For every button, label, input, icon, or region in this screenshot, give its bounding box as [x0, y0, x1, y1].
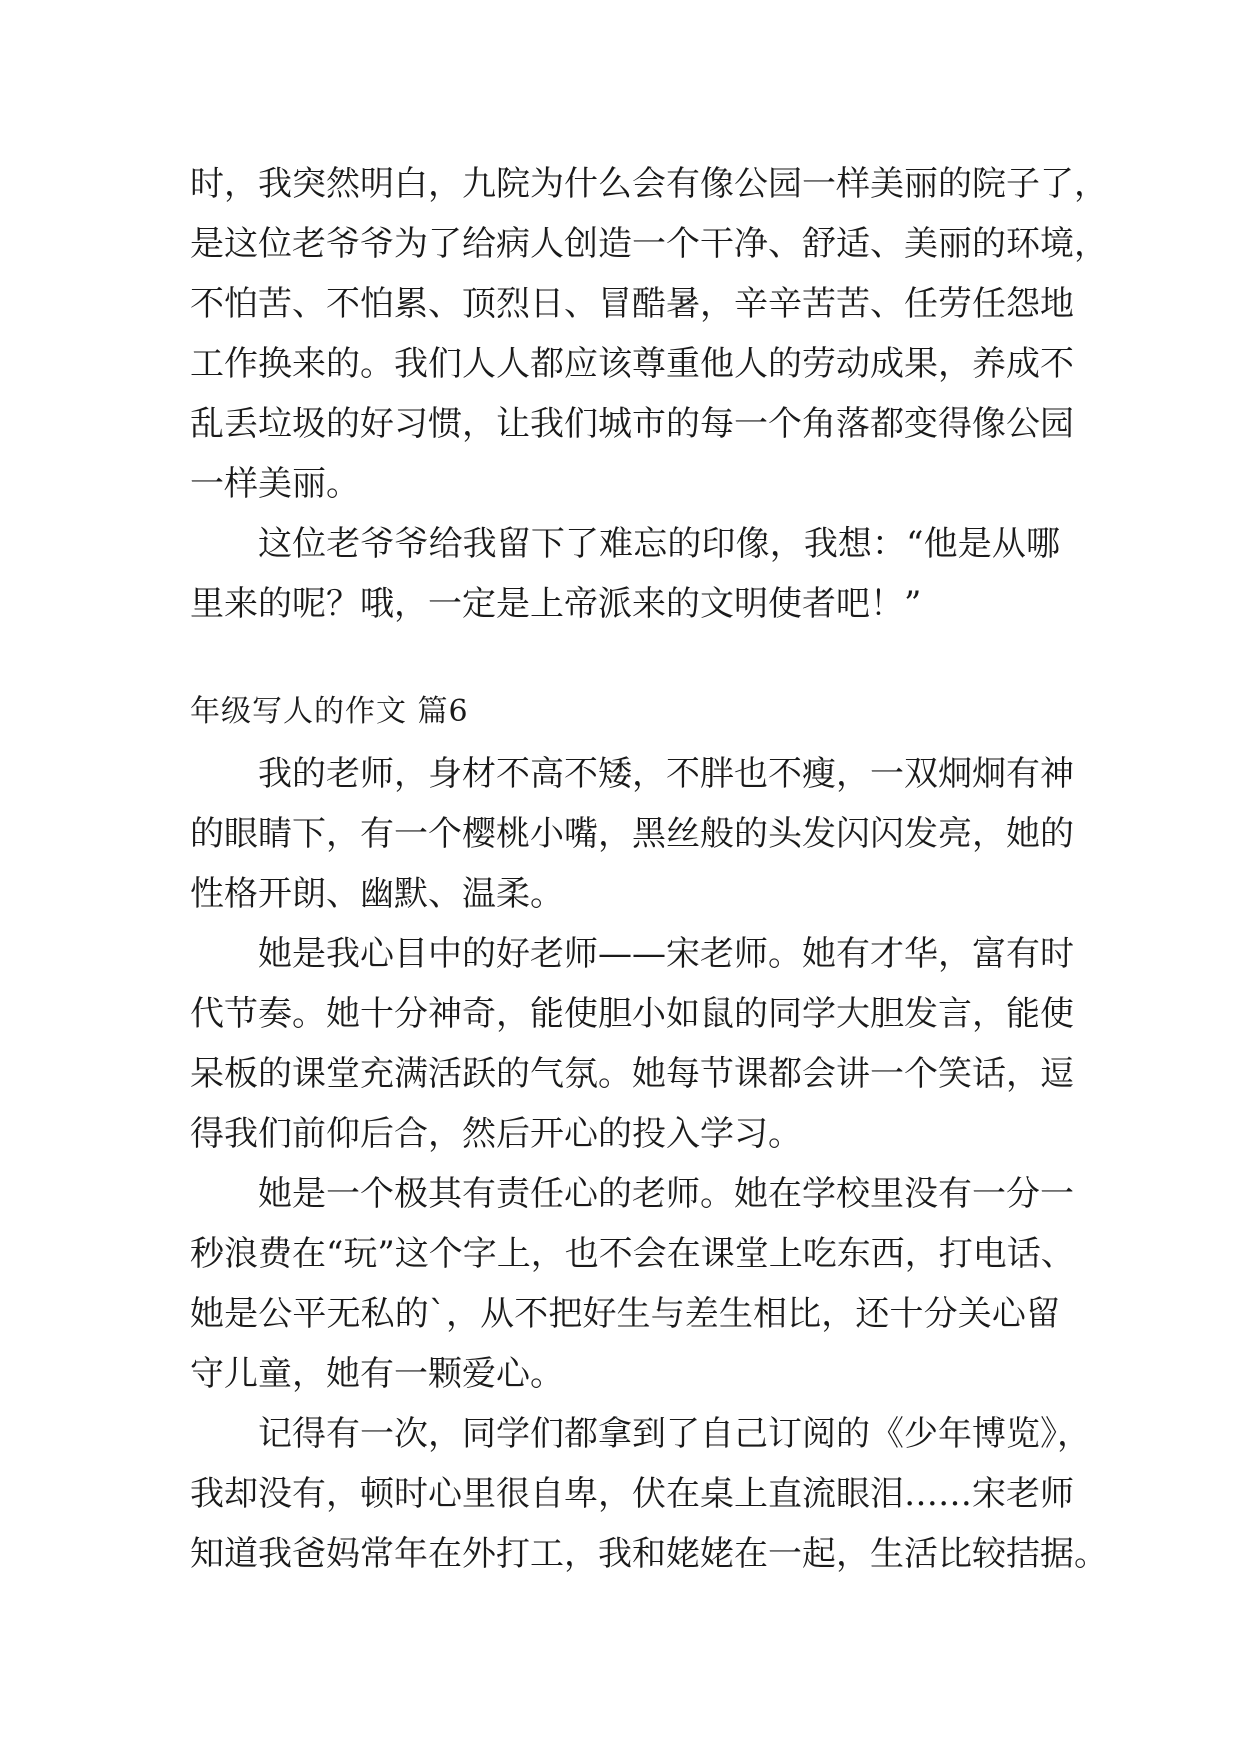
paragraph-line: 不怕苦、不怕累、顶烈日、冒酷暑，辛辛苦苦、任劳任怨地 [190, 284, 1074, 324]
paragraph-line: 工作换来的。我们人人都应该尊重他人的劳动成果，养成不 [190, 344, 1074, 384]
paragraph-line: 守儿童，她有一颗爱心。 [190, 1354, 564, 1394]
paragraph-line: 乱丢垃圾的好习惯，让我们城市的每一个角落都变得像公园 [190, 404, 1074, 444]
paragraph-line: 我却没有，顿时心里很自卑，伏在桌上直流眼泪……宋老师 [190, 1474, 1074, 1514]
paragraph-line: 我的老师，身材不高不矮，不胖也不瘦，一双炯炯有神 [258, 754, 1074, 794]
paragraph-line: 记得有一次，同学们都拿到了自己订阅的《少年博览》， [258, 1414, 1091, 1454]
section-heading: 年级写人的作文 篇6 [190, 694, 469, 729]
paragraph-line: 她是一个极其有责任心的老师。她在学校里没有一分一 [258, 1174, 1074, 1214]
paragraph-line: 她是公平无私的`，从不把好生与差生相比，还十分关心留 [190, 1294, 1060, 1334]
paragraph-line: 性格开朗、幽默、温柔。 [190, 874, 564, 914]
paragraph-line: 知道我爸妈常年在外打工，我和姥姥在一起，生活比较拮据。 [190, 1534, 1108, 1574]
paragraph-line: 时，我突然明白，九院为什么会有像公园一样美丽的院子了， [190, 164, 1108, 204]
paragraph-line: 她是我心目中的好老师——宋老师。她有才华，富有时 [258, 934, 1074, 974]
paragraph-line: 呆板的课堂充满活跃的气氛。她每节课都会讲一个笑话，逗 [190, 1054, 1074, 1094]
paragraph-line: 里来的呢？哦，一定是上帝派来的文明使者吧！” [190, 584, 922, 624]
paragraph-line: 是这位老爷爷为了给病人创造一个干净、舒适、美丽的环境， [190, 224, 1108, 264]
paragraph-line: 代节奏。她十分神奇，能使胆小如鼠的同学大胆发言，能使 [190, 994, 1074, 1034]
paragraph-line: 这位老爷爷给我留下了难忘的印像，我想：“他是从哪 [258, 524, 1060, 564]
paragraph-line: 的眼睛下，有一个樱桃小嘴，黑丝般的头发闪闪发亮，她的 [190, 814, 1074, 854]
paragraph-line: 一样美丽。 [190, 464, 360, 504]
paragraph-line: 秒浪费在“玩”这个字上，也不会在课堂上吃东西，打电话、 [190, 1234, 1075, 1274]
paragraph-line: 得我们前仰后合，然后开心的投入学习。 [190, 1114, 802, 1154]
